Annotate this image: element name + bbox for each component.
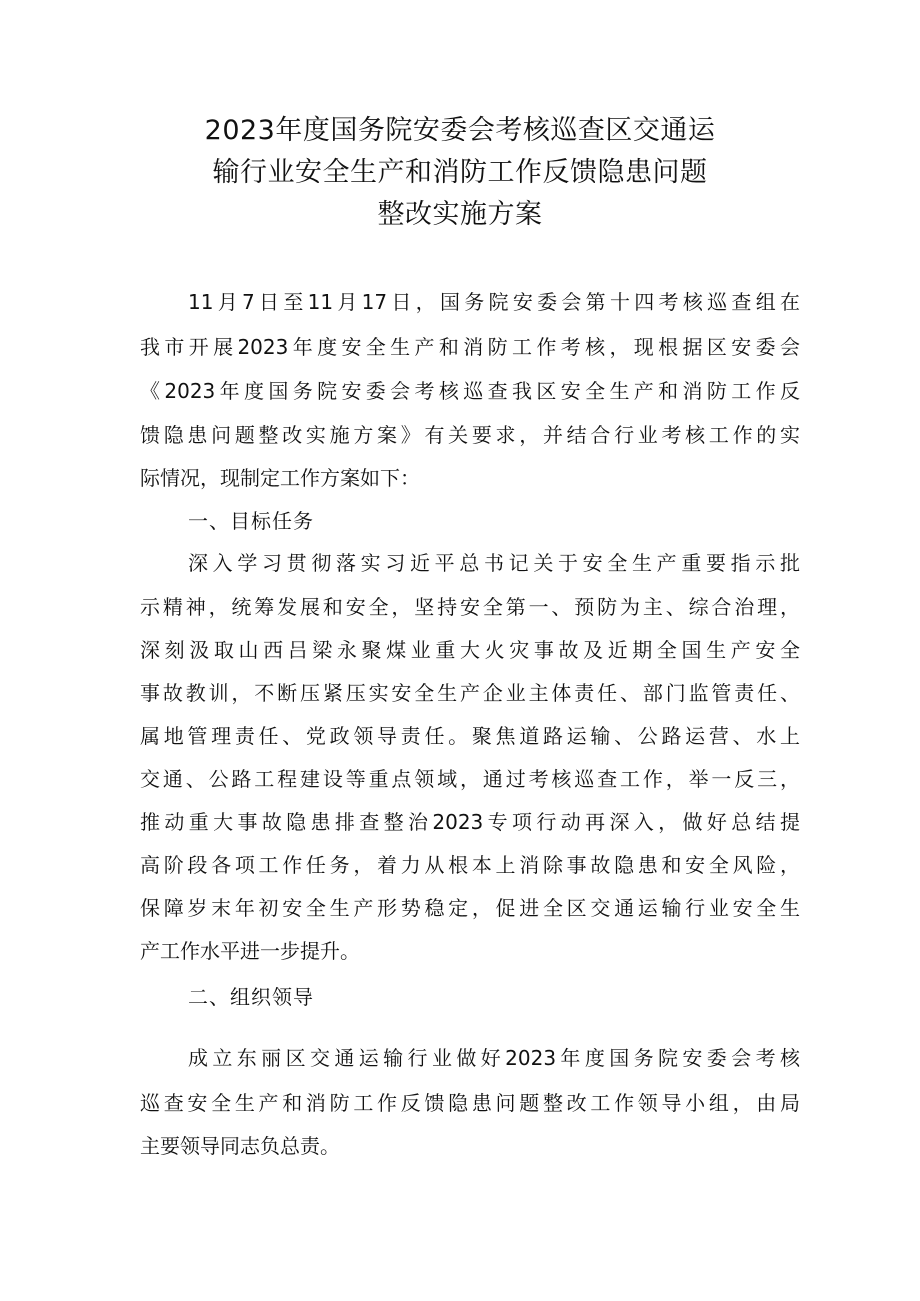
goals-line: 示精神，统筹发展和安全，坚持安全第一、预防为主、综合治理，	[140, 595, 800, 619]
intro-line: 《2023年度国务院安委会考核巡查我区安全生产和消防工作反	[140, 379, 800, 403]
intro-line: 馈隐患问题整改实施方案》有关要求，并结合行业考核工作的实	[140, 423, 800, 447]
goals-line: 保障岁末年初安全生产形势稳定，促进全区交通运输行业安全生	[140, 896, 800, 920]
document-title-line-2: 输行业安全生产和消防工作反馈隐患问题	[212, 157, 708, 188]
document-title-line-1: 2023年度国务院安委会考核巡查区交通运	[204, 115, 716, 146]
leadership-line: 主要领导同志负总责。	[140, 1134, 340, 1158]
goals-line: 深刻汲取山西吕梁永聚煤业重大火灾事故及近期全国生产安全	[140, 638, 800, 662]
intro-line: 11月7日至11月17日，国务院安委会第十四考核巡查组在	[188, 290, 800, 314]
goals-line: 属地管理责任、党政领导责任。聚焦道路运输、公路运营、水上	[140, 724, 800, 748]
intro-line: 我市开展2023年度安全生产和消防工作考核，现根据区安委会	[140, 335, 800, 359]
goals-line: 事故教训，不断压紧压实安全生产企业主体责任、部门监管责任、	[140, 681, 800, 705]
section-heading-leadership: 二、组织领导	[188, 985, 314, 1009]
goals-line: 推动重大事故隐患排查整治2023专项行动再深入，做好总结提	[140, 810, 800, 834]
section-heading-goals: 一、目标任务	[188, 509, 314, 533]
goals-line: 产工作水平进一步提升。	[140, 939, 360, 963]
goals-line: 深入学习贯彻落实习近平总书记关于安全生产重要指示批	[188, 551, 800, 575]
leadership-line: 成立东丽区交通运输行业做好2023年度国务院安委会考核	[188, 1046, 800, 1070]
document-title-line-3: 整改实施方案	[377, 199, 543, 230]
goals-line: 交通、公路工程建设等重点领域，通过考核巡查工作，举一反三，	[140, 767, 800, 791]
leadership-line: 巡查安全生产和消防工作反馈隐患问题整改工作领导小组，由局	[140, 1091, 800, 1115]
intro-line: 际情况，现制定工作方案如下：	[140, 466, 420, 490]
goals-line: 高阶段各项工作任务，着力从根本上消除事故隐患和安全风险，	[140, 853, 800, 877]
